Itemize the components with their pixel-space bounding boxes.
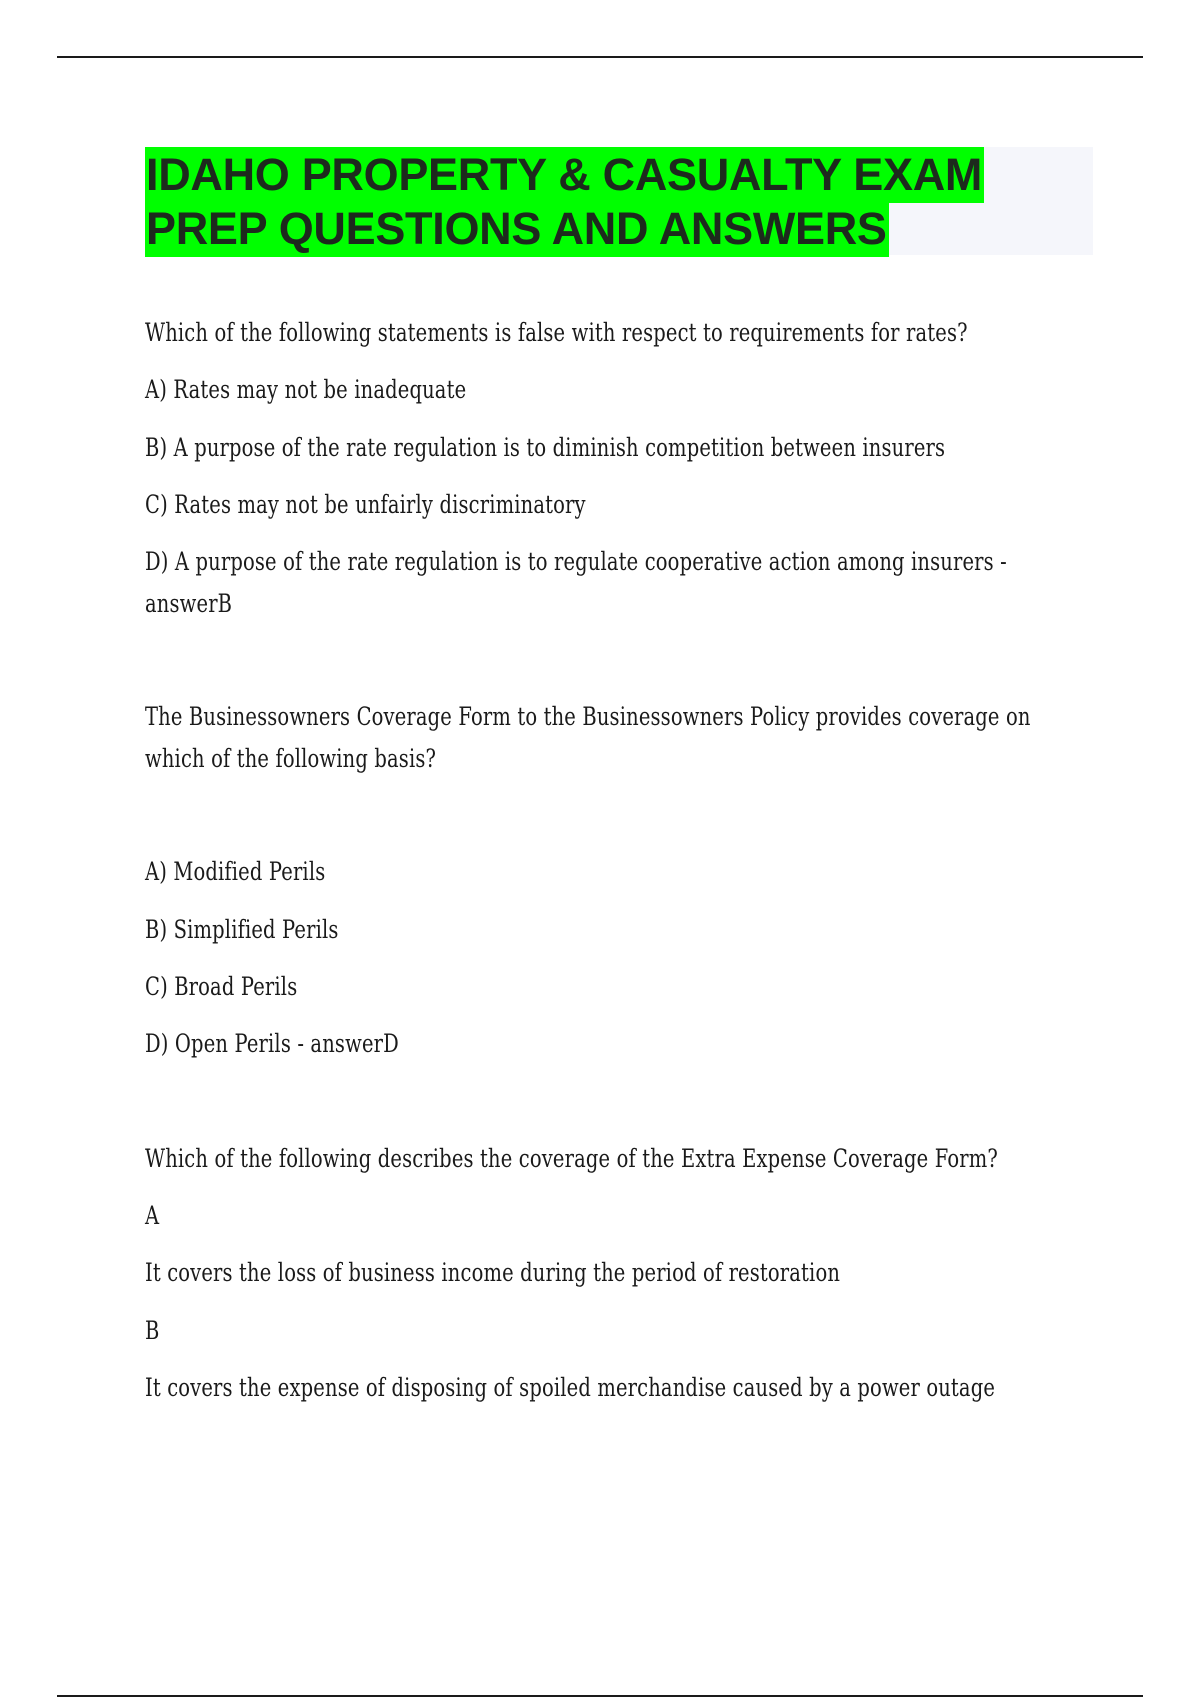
question-2-text-line-2: which of the following basis? — [145, 744, 437, 773]
question-2-text-line-1: The Businessowners Coverage Form to the Businessowners Policy provides coverage on — [145, 702, 1031, 731]
question-3-text: Which of the following describes the coverage of the Extra Expense Coverage Form? — [145, 1144, 998, 1173]
question-2-option-b: B) Simplified Perils — [145, 915, 339, 944]
question-3-option-b-text: It covers the expense of disposing of spoiled merchandise caused by a power outage — [145, 1373, 996, 1402]
question-3-option-b-label: B — [145, 1316, 160, 1345]
question-3-option-a-label: A — [145, 1201, 160, 1230]
question-1-option-d: D) A purpose of the rate regulation is to regulate cooperative action among insurers - — [145, 547, 1007, 576]
question-1-option-b: B) A purpose of the rate regulation is to diminish competition between insurers — [145, 433, 946, 462]
question-2-option-d: D) Open Perils - answerD — [145, 1029, 399, 1058]
question-2-option-a: A) Modified Perils — [145, 857, 326, 886]
question-3-option-a-text: It covers the loss of business income during the period of restoration — [145, 1258, 841, 1287]
question-1-option-a: A) Rates may not be inadequate — [145, 375, 467, 404]
question-1-answer: answerB — [145, 589, 233, 618]
question-2-option-c: C) Broad Perils — [145, 972, 298, 1001]
document-title-line-1: IDAHO PROPERTY & CASUALTY EXAM — [145, 147, 984, 203]
question-1-option-c: C) Rates may not be unfairly discriminatory — [145, 490, 586, 519]
footer-rule — [57, 1695, 1143, 1697]
document-title-line-2: PREP QUESTIONS AND ANSWERS — [145, 201, 889, 257]
question-1-text: Which of the following statements is false with respect to requirements for rates? — [145, 318, 968, 347]
header-rule — [57, 56, 1143, 58]
